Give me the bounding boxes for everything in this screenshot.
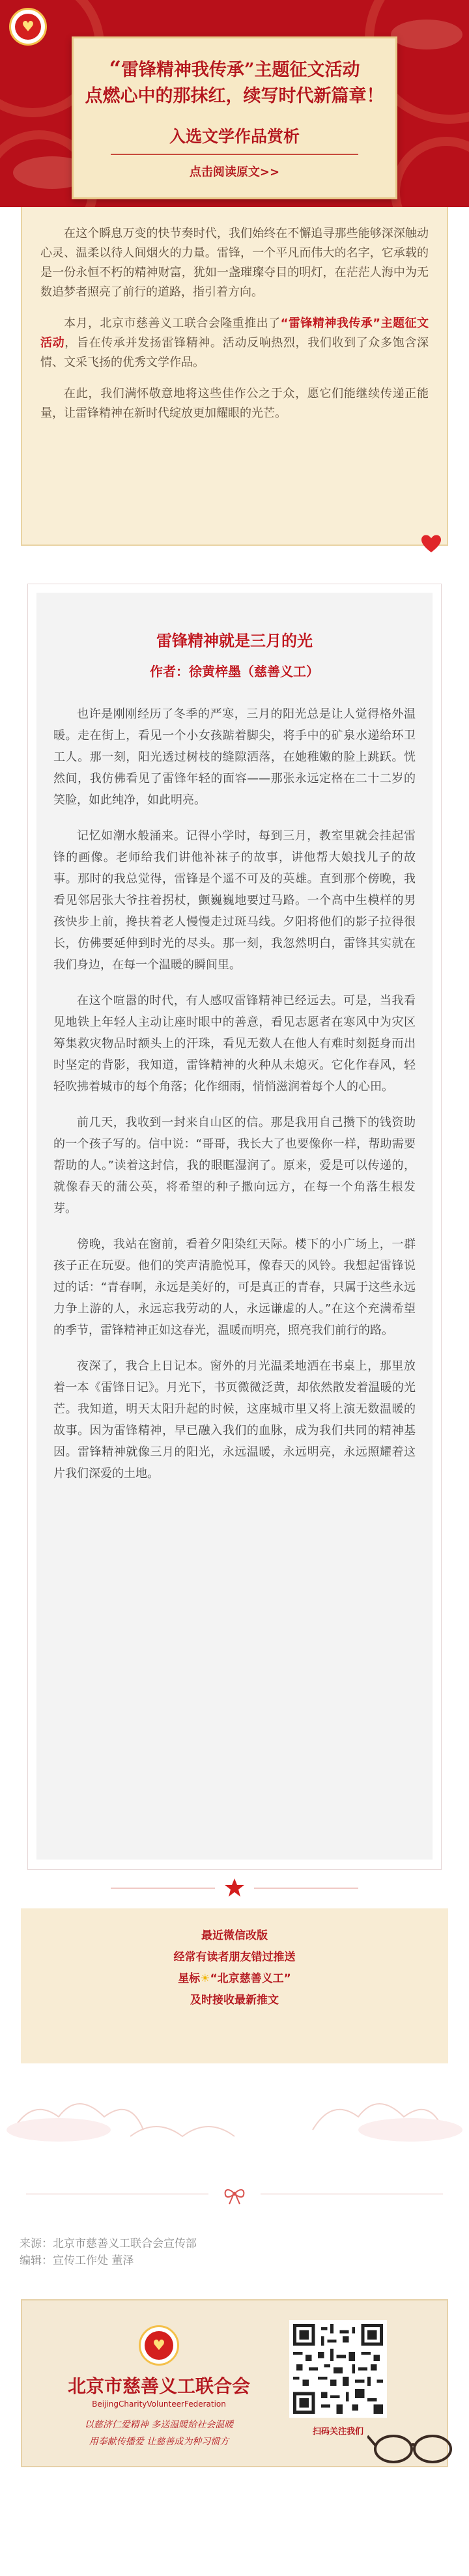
divider-line — [111, 1888, 215, 1889]
qr-label: 扫码关注我们 — [312, 2427, 363, 2437]
banner-swirl-decoration — [391, 137, 469, 207]
article-body — [53, 703, 416, 1484]
intro-p2-highlight: “雷锋精神我传承”主题征文活动 — [40, 317, 429, 350]
notice-line-4: 及时接收最新推文 — [190, 1994, 279, 2007]
article-author: 作者：徐黄梓墨（慈善义工） — [150, 664, 319, 679]
quote-mark: “ — [109, 56, 121, 81]
banner-divider — [111, 154, 358, 155]
banner-title-card — [72, 36, 397, 199]
banner-headline-2: 点燃心中的那抹红，续写时代新篇章！ — [85, 86, 384, 106]
federation-logo — [9, 8, 47, 46]
article-paragraph: 夜深了，我合上日记本。窗外的月光温柔地洒在书桌上，那里放着一本《雷锋日记》。月光下，书页微微泛黄，却依然散发着温暖的光芒。我知道，明天太阳升起的时候，这座城市里又将上演无数温暖的故事。因为雷锋精神，早已融入我们的血脉，成为我们共同的精神基因。雷锋精神就像三月的阳光，永远温暖，永远明亮，永远照耀着这片我们深爱的土地。 — [53, 1359, 416, 1480]
article-paragraph: 在这个喧嚣的时代，有人感叹雷锋精神已经远去。可是，当我看见地铁上年轻人主动让座时眼中的善意，看见志愿者在寒风中为灾区筹集救灾物品时额头上的汗珠，看见无数人在他人有难时刻挺身而出时坚定的背影，我知道，雷锋精神的火种从未熄灭。它化作春风，轻轻吹拂着城市的每个角落；化作细雨，悄悄滋润着每个人的心田。 — [53, 994, 416, 1094]
org-english-name: BeijingCharityVolunteerFederation — [92, 2399, 226, 2409]
campaign-suffix: ”主题征文活动 — [244, 60, 360, 80]
star-icon — [224, 1877, 245, 1898]
notice-line-1: 最近微信改版 — [201, 1929, 268, 1942]
article-paragraph: 前几天，我收到一封来自山区的信。那是我用自己攒下的钱资助的一个孩子写的。信中说：“哥哥，我长大了也要像你一样，帮助需要帮助的人。”读着这封信，我的眼眶湿润了。原来，爱是可以传递的，就像春天的蒲公英，将希望的种子撒向远方，在每一个角落生根发芽。 — [53, 1116, 416, 1215]
heart-logo-icon: ♥ — [145, 2331, 173, 2360]
banner-headline-1 — [74, 55, 395, 83]
article-meta — [20, 2235, 197, 2269]
notice-account-name: “北京慈善义工” — [210, 1972, 291, 1985]
intro-paragraph-1: 在这个瞬息万变的快节奏时代，我们始终在不懈追寻那些能够深深触动心灵、温柔以待人间烟火的力量。雷锋，一个平凡而伟大的名字，它承载的是一份永恒不朽的精神财富，犹如一盏璀璨夺目的明灯，在茫茫人海中为无数追梦者照亮了前行的道路，指引着方向。 — [40, 227, 429, 299]
footer-card — [21, 2299, 448, 2467]
heart-icon — [421, 534, 442, 554]
banner-subtitle: 入选文学作品赏析 — [169, 127, 300, 146]
intro-p2-text-b: ，旨在传承并发扬雷锋精神。活动反响热烈，我们收到了众多饱含深情、文采飞扬的优秀文学作品。 — [40, 336, 429, 369]
article-paragraph: 记忆如潮水般涌来。记得小学时，每到三月，教室里就会挂起雷锋的画像。老师给我们讲他补袜子的故事，讲他帮大娘找儿子的故事。那时的我总觉得，雷锋是个遥不可及的英雄。直到那个傍晚，我看见邻居张大爷拄着拐杖，颤巍巍地要过马路。一个高中生模样的男孩快步上前，搀扶着老人慢慢走过斑马线。夕阳将他们的影子拉得很长，仿佛要延伸到时光的尽头。那一刻，我忽然明白，雷锋其实就在我们身边，在每一个温暖的瞬间里。 — [53, 829, 416, 972]
intro-card — [21, 207, 448, 546]
article-card — [36, 593, 433, 1860]
heart-logo-icon: ♥ — [15, 14, 41, 40]
subscribe-notice-card — [21, 1908, 448, 2063]
article-title: 雷锋精神就是三月的光 — [156, 631, 313, 650]
org-slogan-2: 用奉献传播爱 让慈善成为种习惯方 — [89, 2437, 229, 2447]
divider-line — [254, 1888, 358, 1889]
editor-text: 编辑：宣传工作处 董泽 — [20, 2254, 134, 2267]
glasses-icon — [367, 2423, 459, 2469]
intro-p2-text-a: 本月，北京市慈善义工联合会隆重推出了 — [64, 317, 281, 330]
intro-paragraph-3: 在此，我们满怀敬意地将这些佳作公之于众，愿它们能继续传递正能量，让雷锋精神在新时代绽放更加耀眼的光芒。 — [40, 387, 429, 420]
notice-line-2: 经常有读者朋友错过推送 — [173, 1951, 296, 1964]
footer-org-block — [42, 2325, 276, 2448]
campaign-name: 雷锋精神我传承 — [121, 60, 244, 80]
org-name: 北京市慈善义工联合会 — [67, 2375, 250, 2397]
cloud-decoration — [0, 2065, 469, 2143]
notice-line-3 — [21, 1968, 448, 1990]
sun-icon: ☀ — [200, 1972, 210, 1985]
page-bottom-space — [0, 2482, 469, 2576]
notice-star-label: 星标 — [178, 1972, 201, 1985]
intro-paragraph-2 — [40, 314, 429, 373]
org-slogan-1: 以慈济仁爱精神 多送温暖给社会温暖 — [84, 2420, 234, 2430]
article-paragraph: 也许是刚刚经历了冬季的严寒，三月的阳光总是让人觉得格外温暖。走在街上，看见一个小女孩踮着脚尖，将手中的矿泉水递给环卫工人。那一刻，阳光透过树枝的缝隙洒落，在她稚嫩的脸上跳跃。恍然间，我仿佛看见了雷锋年轻的面容——那张永远定格在二十二岁的笑脸，如此纯净，如此明亮。 — [53, 707, 416, 807]
read-original-link[interactable]: 点击阅读原文>> — [189, 165, 280, 179]
qr-code-icon — [293, 2324, 383, 2414]
star-divider — [0, 1875, 469, 1901]
header-banner — [0, 0, 469, 207]
article-paragraph: 傍晚，我站在窗前，看着夕阳染红天际。楼下的小广场上，一群孩子正在玩耍。他们的笑声清脆悦耳，像春天的风铃。我想起雷锋说过的话：“青春啊，永远是美好的，可是真正的青春，只属于这些永远力争上游的人，永远忘我劳动的人，永远谦虚的人。”在这个充满希望的季节，雷锋精神正如这春光，温暖而明亮，照亮我们前行的路。 — [53, 1238, 416, 1337]
federation-logo — [139, 2325, 179, 2366]
bow-icon — [221, 2182, 248, 2208]
bow-divider — [0, 2182, 469, 2208]
qr-code[interactable] — [289, 2320, 387, 2418]
source-text: 来源：北京市慈善义工联合会宣传部 — [20, 2237, 197, 2250]
banner-cloud-decoration — [391, 20, 462, 50]
